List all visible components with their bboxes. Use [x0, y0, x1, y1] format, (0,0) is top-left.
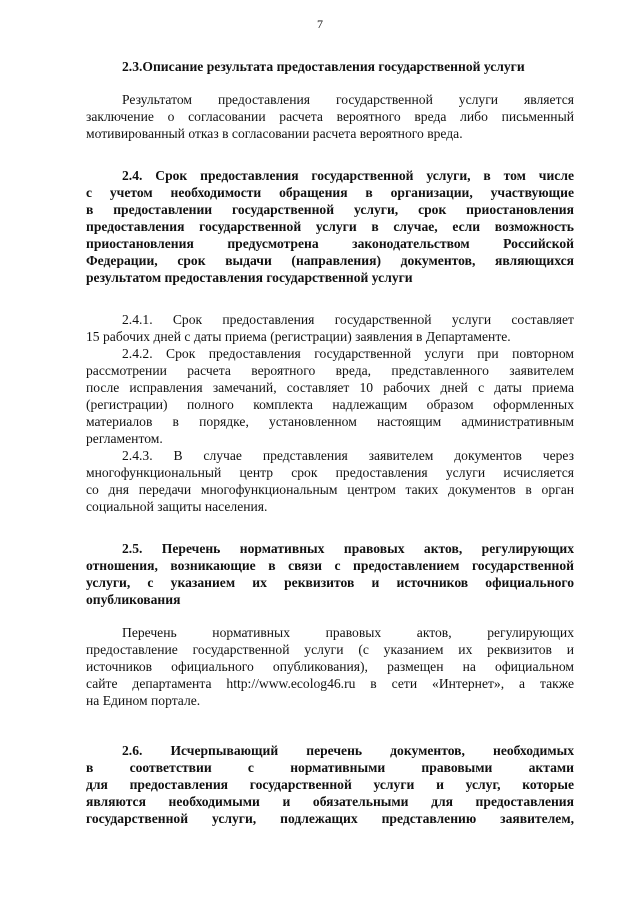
- heading-line: 2.6. Исчерпывающий перечень документов, необходимых: [122, 743, 574, 758]
- heading-line: отношения, возникающие в связи с предоставлением государственной: [86, 558, 574, 573]
- text-line: рассмотрении расчета вероятного вреда, представленного заявителем: [86, 363, 574, 378]
- heading-line: 2.4. Срок предоставления государственной услуги, в том числе: [122, 168, 574, 183]
- text-line: 2.4.3. В случае представления заявителем документов через: [122, 448, 574, 463]
- text-line: источников официального опубликования), размещен на официальном: [86, 659, 574, 674]
- heading-line: с учетом необходимости обращения в организации, участвующие: [86, 185, 574, 200]
- section-2-5-heading: [86, 540, 574, 608]
- heading-line: в соответствии с нормативными правовыми актами: [86, 760, 574, 775]
- text-line: сайте департамента http://www.ecolog46.ru в сети «Интернет», а также: [86, 676, 574, 691]
- page-number: 7: [317, 17, 323, 31]
- text-line: 2.4.1. Срок предоставления государственной услуги составляет: [122, 312, 574, 327]
- text-line: 2.4.2. Срок предоставления государственной услуги при повторном: [122, 346, 574, 361]
- text-line: Результатом предоставления государственной услуги является: [122, 92, 574, 107]
- section-2-3-paragraph: [86, 91, 574, 142]
- text-line: социальной защиты населения.: [86, 499, 268, 514]
- heading-line: услуги, с указанием их реквизитов и источников официального: [86, 575, 574, 590]
- paragraph-2-4-2: [86, 345, 574, 447]
- text-line: 15 рабочих дней с даты приема (регистрации) заявления в Департаменте.: [86, 329, 511, 344]
- text-line: многофункциональный центр срок предоставления услуги исчисляется: [86, 465, 574, 480]
- section-2-4-heading: [86, 167, 574, 286]
- text-line: регламентом.: [86, 431, 163, 446]
- paragraph-2-4-1: [86, 311, 574, 345]
- heading-line: приостановления предусмотрена законодательством Российской: [86, 236, 574, 251]
- heading-line: являются необходимыми и обязательными для предоставления: [86, 794, 574, 809]
- heading-line: государственной услуги, подлежащих представлению заявителем,: [86, 811, 574, 826]
- text-line: (регистрации) полного комплекта надлежащим образом оформленных: [86, 397, 574, 412]
- text-line: мотивированный отказ в согласовании расчета вероятного вреда.: [86, 126, 463, 141]
- text-line: заключение о согласовании расчета вероятного вреда либо письменный: [86, 109, 574, 124]
- document-body: [86, 58, 574, 827]
- text-line: предоставление государственной услуги (с указанием их реквизитов и: [86, 642, 574, 657]
- heading-line: Федерации, срок выдачи (направления) документов, являющихся: [86, 253, 574, 268]
- text-line: на Едином портале.: [86, 693, 201, 708]
- text-line: после исправления замечаний, составляет 10 рабочих дней с даты приема: [86, 380, 574, 395]
- text-line: Перечень нормативных правовых актов, регулирующих: [122, 625, 574, 640]
- heading-line: предоставления государственной услуги в случае, если возможность: [86, 219, 574, 234]
- heading-line: в предоставлении государственной услуги, срок приостановления: [86, 202, 574, 217]
- section-2-3-heading: [86, 58, 574, 75]
- heading-line: для предоставления государственной услуги и услуг, которые: [86, 777, 574, 792]
- section-2-6-heading: [86, 742, 574, 827]
- text-line: материалов в порядке, установленном настоящим административным: [86, 414, 574, 429]
- text-line: со дня передачи многофункциональным центром таких документов в орган: [86, 482, 574, 497]
- heading-line: 2.5. Перечень нормативных правовых актов, регулирующих: [122, 541, 574, 556]
- paragraph-2-4-3: [86, 447, 574, 515]
- heading-line: опубликования: [86, 592, 181, 607]
- heading-line: 2.3.Описание результата предоставления государственной услуги: [122, 59, 525, 74]
- section-2-5-paragraph: [86, 624, 574, 709]
- heading-line: результатом предоставления государственной услуги: [86, 270, 413, 285]
